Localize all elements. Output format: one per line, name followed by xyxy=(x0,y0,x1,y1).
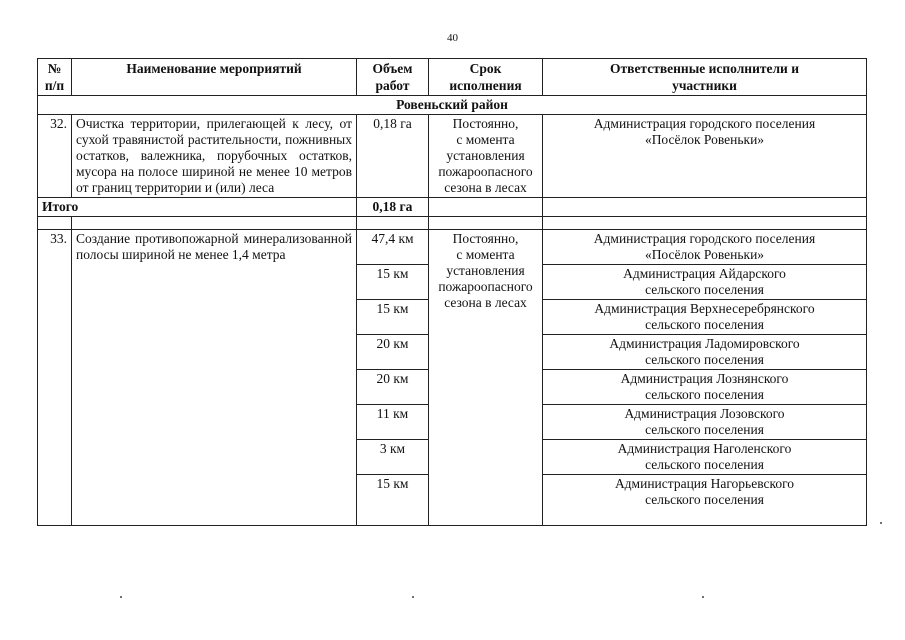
execution-term xyxy=(429,230,543,526)
total-row xyxy=(38,198,867,217)
work-volume: 15 км xyxy=(357,300,429,335)
term-line: сезона в лесах xyxy=(444,295,527,310)
responsible-line: сельского поселения xyxy=(645,387,764,402)
header-number xyxy=(38,59,72,96)
total-volume: 0,18 га xyxy=(357,198,429,217)
spacer-cell xyxy=(429,217,543,230)
responsible-line: сельского поселения xyxy=(645,457,764,472)
responsible-party xyxy=(543,370,867,405)
measure-name: Очистка территории, прилегающей к лесу, от сухой травянистой растительности, пожнивных остатков, валежника, порубочных остатков, мусора на полосе шириной не менее 10 метров от границ территории и (или) леса xyxy=(72,115,357,198)
work-volume: 11 км xyxy=(357,405,429,440)
responsible-line: Администрация городского поселения xyxy=(593,116,816,131)
table-row-33 xyxy=(38,230,867,265)
work-volume: 0,18 га xyxy=(357,115,429,198)
execution-term xyxy=(429,115,543,198)
responsible-line: сельского поселения xyxy=(645,282,764,297)
header-volume xyxy=(357,59,429,96)
responsible-line: Администрация Верхнесеребрянского xyxy=(594,301,815,316)
responsible-party xyxy=(543,405,867,440)
header-number-line1: № xyxy=(47,61,62,76)
responsible-line: Администрация городского поселения xyxy=(593,231,816,246)
responsible-party xyxy=(543,300,867,335)
row-number: 33. xyxy=(38,230,72,526)
responsible-line: Администрация Лозовского xyxy=(624,406,785,421)
term-line: с момента xyxy=(456,132,515,147)
responsible-line: сельского поселения xyxy=(645,492,764,507)
header-term-line2: исполнения xyxy=(449,78,522,93)
responsible-line: сельского поселения xyxy=(645,317,764,332)
spacer-cell xyxy=(72,217,357,230)
term-line: сезона в лесах xyxy=(444,180,527,195)
responsible-party xyxy=(543,115,867,198)
header-name: Наименование мероприятий xyxy=(72,59,357,96)
work-volume: 20 км xyxy=(357,370,429,405)
work-volume: 20 км xyxy=(357,335,429,370)
scan-artifact xyxy=(120,596,122,598)
responsible-party xyxy=(543,475,867,526)
row-number: 32. xyxy=(38,115,72,198)
responsible-party xyxy=(543,230,867,265)
scan-artifact xyxy=(880,522,882,524)
term-line: с момента xyxy=(456,247,515,262)
responsible-line: «Посёлок Ровеньки» xyxy=(644,132,765,147)
responsible-line: «Посёлок Ровеньки» xyxy=(644,247,765,262)
header-responsible-line1: Ответственные исполнители и xyxy=(610,61,799,76)
term-line: пожароопасного xyxy=(438,164,533,179)
responsible-line: Администрация Наголенского xyxy=(617,441,792,456)
term-line: установления xyxy=(446,148,525,163)
responsible-party xyxy=(543,265,867,300)
header-number-line2: п/п xyxy=(44,78,65,93)
spacer-cell xyxy=(357,217,429,230)
responsible-line: Администрация Нагорьевского xyxy=(614,476,795,491)
measure-name: Создание противопожарной минерализованной полосы шириной не менее 1,4 метра xyxy=(72,230,357,526)
spacer-cell xyxy=(38,217,72,230)
header-term-line1: Срок xyxy=(469,61,502,76)
spacer-row xyxy=(38,217,867,230)
district-row xyxy=(38,96,867,115)
term-line: Постоянно, xyxy=(452,231,519,246)
table-row-32 xyxy=(38,115,867,198)
header-volume-line2: работ xyxy=(375,78,410,93)
work-volume: 15 км xyxy=(357,475,429,526)
district-name: Ровеньский район xyxy=(38,96,867,115)
responsible-line: сельского поселения xyxy=(645,352,764,367)
total-empty-responsible xyxy=(543,198,867,217)
total-label: Итого xyxy=(38,198,357,217)
term-line: установления xyxy=(446,263,525,278)
work-volume: 3 км xyxy=(357,440,429,475)
page-number: 40 xyxy=(447,32,458,44)
responsible-party xyxy=(543,440,867,475)
work-volume: 15 км xyxy=(357,265,429,300)
work-volume: 47,4 км xyxy=(357,230,429,265)
spacer-cell xyxy=(543,217,867,230)
header-volume-line1: Объем xyxy=(372,61,413,76)
header-responsible xyxy=(543,59,867,96)
header-term xyxy=(429,59,543,96)
responsible-line: Администрация Лознянского xyxy=(620,371,789,386)
term-line: пожароопасного xyxy=(438,279,533,294)
responsible-line: сельского поселения xyxy=(645,422,764,437)
responsible-line: Администрация Айдарского xyxy=(623,266,786,281)
scan-artifact xyxy=(412,596,414,598)
header-responsible-line2: участники xyxy=(672,78,737,93)
table-header-row xyxy=(38,59,867,96)
term-line: Постоянно, xyxy=(452,116,519,131)
scan-artifact xyxy=(702,596,704,598)
total-empty-term xyxy=(429,198,543,217)
responsible-line: Администрация Ладомировского xyxy=(609,336,800,351)
responsible-party xyxy=(543,335,867,370)
measures-table xyxy=(37,58,867,526)
